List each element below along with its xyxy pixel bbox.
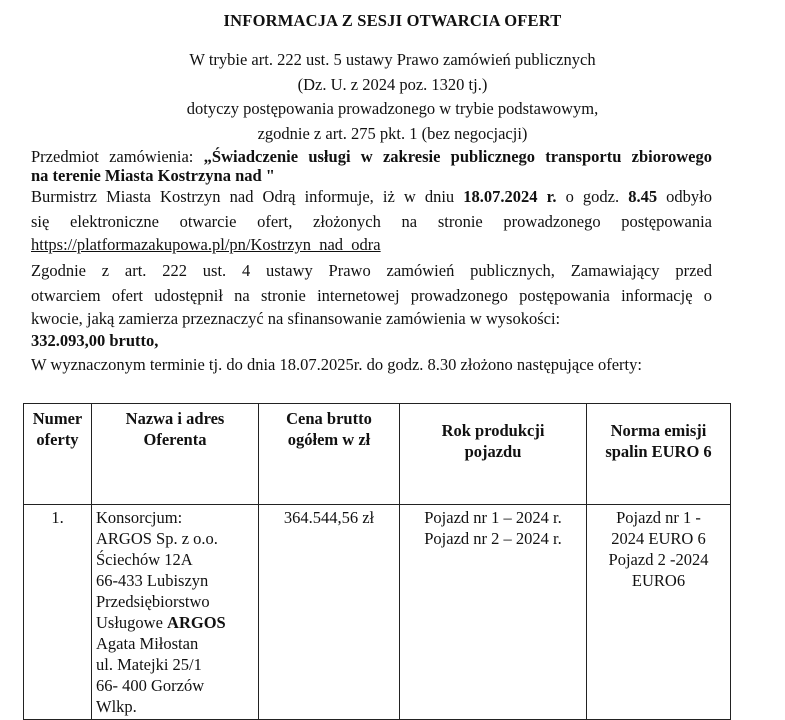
opening-line-2: się elektroniczne otwarcie ofert, złożonych na stronie prowadzonego postępowania	[31, 212, 712, 231]
header-production-year: Rok produkcji pojazdu	[400, 404, 587, 505]
header-offeror-name: Nazwa i adres Oferenta	[92, 404, 259, 505]
opening-time: 8.45	[628, 187, 658, 206]
subject-label: Przedmiot zamówienia:	[31, 147, 204, 166]
table-header-row	[24, 404, 731, 505]
deadline-line: W wyznaczonym terminie tj. do dnia 18.07.2025r. do godz. 8.30 złożono następujące oferty:	[31, 355, 642, 374]
intro-line-2: (Dz. U. z 2024 poz. 1320 tj.)	[297, 75, 488, 94]
platform-link[interactable]: https://platformazakupowa.pl/pn/Kostrzyn_nad_odra	[31, 235, 381, 254]
intro-line-3: dotyczy postępowania prowadzonego w trybie podstawowym,	[186, 99, 599, 118]
subject-line-2	[31, 166, 275, 186]
subject-name-part1: „Świadczenie usługi w zakresie publicznego transportu zbiorowego	[203, 147, 712, 166]
vehicle-production-year: Pojazd nr 1 – 2024 r. Pojazd nr 2 – 2024 r.	[400, 505, 587, 720]
header-offer-number: Numer oferty	[24, 404, 92, 505]
offeror-name: Konsorcjum: ARGOS Sp. z o.o. Ściechów 12A 66-433 Lubiszyn Przedsiębiorstwo Usługowe ARGOS Agata Miłostan ul. Matejki 25/1 66- 400 Gorzów Wlkp.	[92, 505, 259, 720]
header-gross-price: Cena brutto ogółem w zł	[259, 404, 400, 505]
subject-name-part2: na terenie Miasta Kostrzyna nad "	[31, 166, 275, 185]
document-title: INFORMACJA Z SESJI OTWARCIA OFERT	[223, 11, 562, 30]
budget-line-2: otwarciem ofert udostępnił na stronie internetowej prowadzonego postępowania informację o	[31, 286, 712, 305]
budget-amount: 332.093,00 brutto,	[31, 331, 159, 350]
subject-line-1	[31, 147, 712, 167]
opening-line-1: Burmistrz Miasta Kostrzyn nad Odrą informuje, iż w dniu 18.07.2024 r. o godz. 8.45 odbyło	[31, 187, 712, 206]
offers-table	[23, 403, 731, 720]
header-emission-norm: Norma emisji spalin EURO 6	[587, 404, 731, 505]
opening-date: 18.07.2024 r.	[463, 187, 557, 206]
budget-line-1: Zgodnie z art. 222 ust. 4 ustawy Prawo zamówień publicznych, Zamawiający przed	[31, 261, 712, 280]
offer-price: 364.544,56 zł	[259, 505, 400, 720]
intro-line-1: W trybie art. 222 ust. 5 ustawy Prawo zamówień publicznych	[189, 50, 596, 69]
intro-line-4: zgodnie z art. 275 pkt. 1 (bez negocjacji)	[257, 124, 528, 143]
emission-norm: Pojazd nr 1 - 2024 EURO 6 Pojazd 2 -2024 EURO6	[587, 505, 731, 720]
table-row	[24, 505, 731, 720]
offer-number: 1.	[24, 505, 92, 720]
budget-line-3: kwocie, jaką zamierza przeznaczyć na sfinansowanie zamówienia w wysokości:	[31, 309, 561, 328]
